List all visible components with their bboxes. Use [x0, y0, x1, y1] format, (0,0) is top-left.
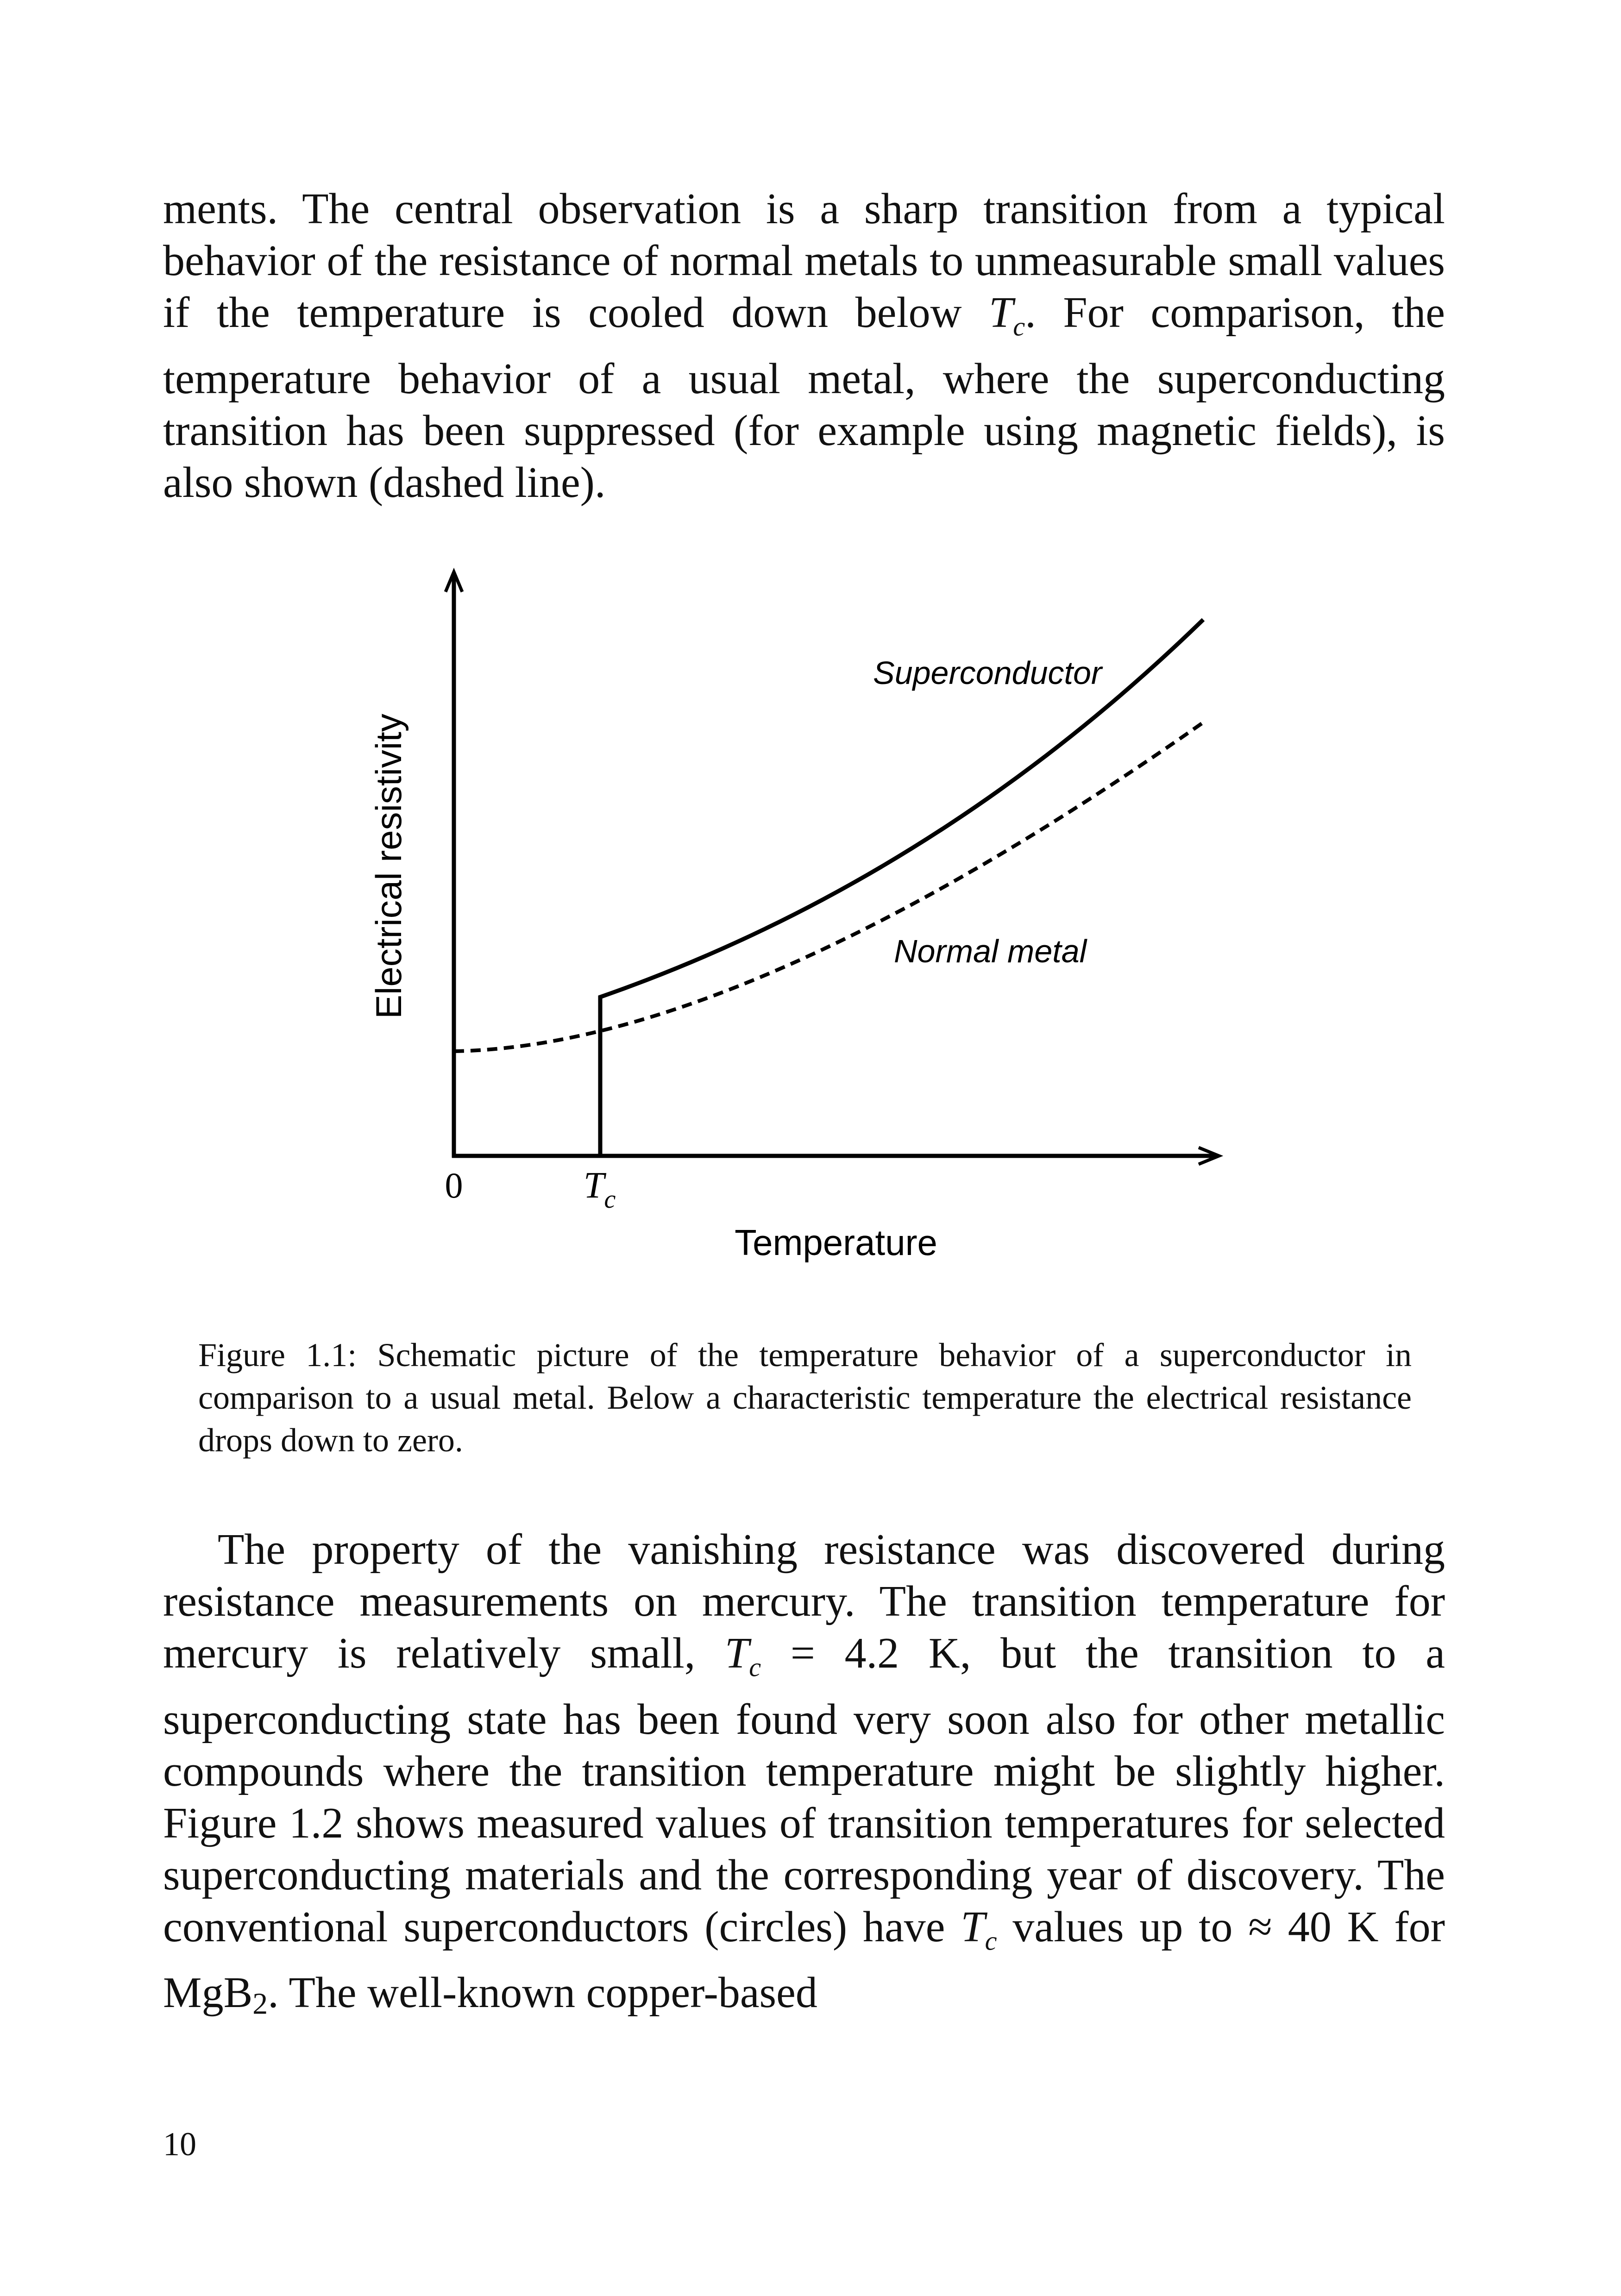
y-axis-label: Electrical resistivity	[368, 714, 409, 1019]
tc-symbol: T	[989, 289, 1013, 337]
figure-resistivity-vs-temperature	[324, 546, 1250, 1297]
mgb2-subscript: 2	[252, 1987, 268, 2021]
tc-subscript: c	[985, 1926, 997, 1956]
body-paragraph-top	[163, 183, 1445, 508]
page-number: 10	[163, 2126, 196, 2163]
paragraph-text: The property of the vanishing resistance was discovered during resistance measurements on mercury. The transition temperature for mercury is relatively small,	[163, 1525, 1445, 1677]
tc-subscript: c	[1013, 311, 1025, 342]
tc-tick-symbol: T	[584, 1165, 604, 1206]
body-paragraph-bottom	[163, 1524, 1445, 2030]
origin-tick-label: 0	[445, 1165, 463, 1205]
tc-tick-label	[584, 1165, 616, 1214]
paragraph-text: . The well-known copper-based	[268, 1969, 817, 2017]
tc-subscript: c	[749, 1652, 761, 1682]
tc-symbol: T	[961, 1902, 985, 1951]
superconductor-curve	[600, 620, 1203, 1156]
paragraph-text: values up to ≈ 40 K for MgB	[163, 1902, 1445, 2017]
x-axis-label: Temperature	[735, 1222, 937, 1263]
normal-metal-curve	[454, 722, 1203, 1051]
tc-tick-subscript: c	[604, 1185, 616, 1214]
superconductor-label: Superconductor	[873, 655, 1102, 691]
paragraph-text: ments. The central observation is a sharp transition from a typical behavior of the resistance of normal metals to unmeasurable small values if the temperature is cooled down below	[163, 185, 1445, 337]
paragraph-text: . For comparison, the temperature behavior of a usual metal, where the superconducting transition has been suppressed (for example using magnetic fields), is also shown (dashed line).	[163, 289, 1445, 507]
tc-symbol: T	[724, 1629, 749, 1677]
paragraph-text: , but the transition to a superconducting state has been found very soon also for other metallic compounds where the transition temperature might be slightly higher. Figure 1.2 shows measured values of transition temperatures for selected superconducting materials and the corresponding year of discovery. The conventional superconductors (circles) have	[163, 1629, 1445, 1951]
tc-value: = 4.2 K	[761, 1629, 960, 1677]
figure-caption: Figure 1.1: Schematic picture of the temperature behavior of a superconductor in comparison to a usual metal. Below a characteristic temperature the electrical resistance drops down to zero.	[198, 1336, 1412, 1459]
normal-metal-label: Normal metal	[894, 933, 1087, 969]
